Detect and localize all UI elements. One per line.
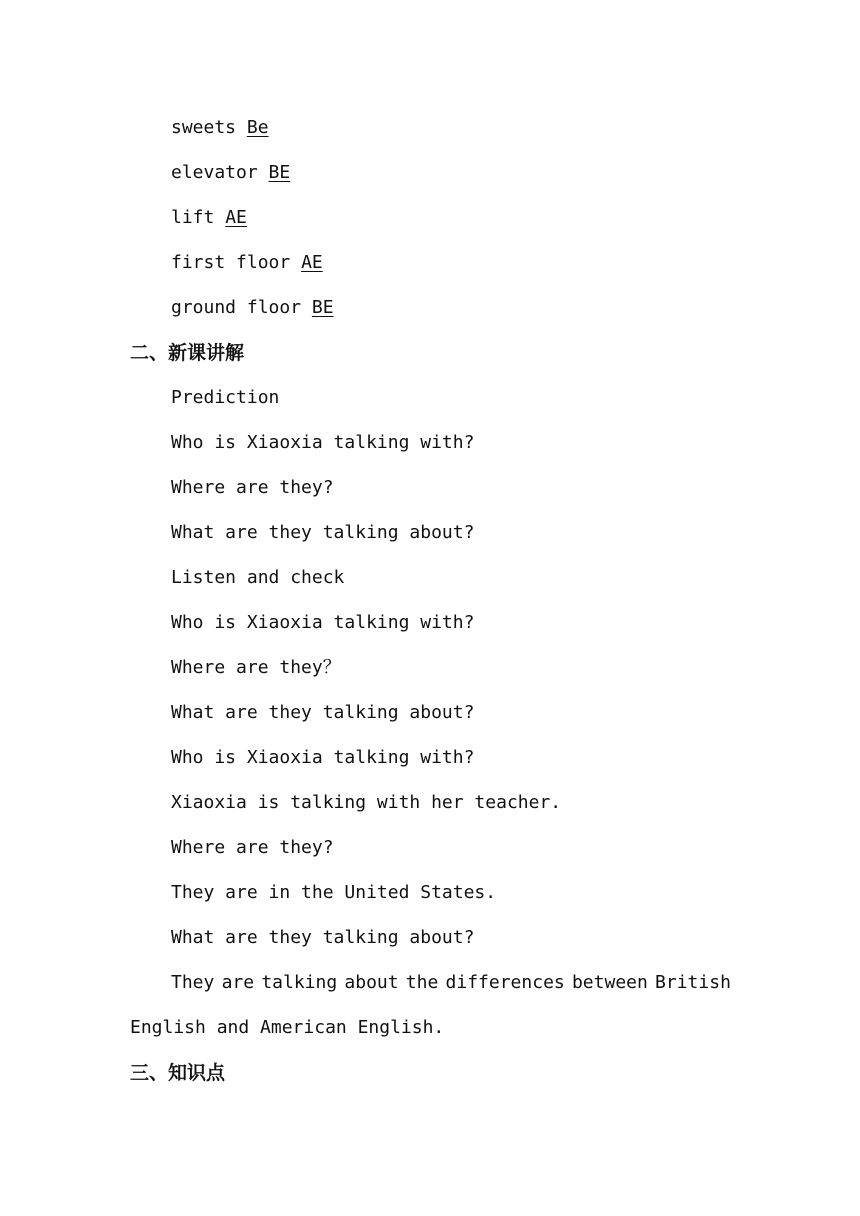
prediction-title: Prediction xyxy=(171,387,280,408)
vocab-word: elevator xyxy=(171,162,258,183)
answer-3-word: differences xyxy=(445,972,565,993)
vocab-item-ground-floor xyxy=(171,296,334,320)
answer-3-word: between xyxy=(571,972,648,993)
answer-3-word: are xyxy=(221,972,255,993)
vocab-tag: BE xyxy=(311,297,334,318)
prediction-question-2: Where are they? xyxy=(171,477,334,498)
answer-2: They are in the United States. xyxy=(171,882,497,903)
vocab-item-first-floor xyxy=(171,251,323,275)
vocab-tag: BE xyxy=(268,162,291,183)
listen-question-3: What are they talking about? xyxy=(171,702,475,723)
answer-3-line-1 xyxy=(171,971,731,995)
answer-1: Xiaoxia is talking with her teacher. xyxy=(171,792,562,813)
vocab-tag: AE xyxy=(301,252,323,273)
answer-question-1: Who is Xiaoxia talking with? xyxy=(171,747,475,768)
answer-question-3: What are they talking about? xyxy=(171,927,475,948)
answer-3-word: the xyxy=(405,972,439,993)
listen-title: Listen and check xyxy=(171,567,345,588)
vocab-word: first floor xyxy=(171,252,291,273)
answer-3-word: about xyxy=(344,972,399,993)
vocab-tag: AE xyxy=(225,207,247,228)
vocab-word: sweets xyxy=(171,117,237,138)
answer-3-word: talking xyxy=(261,972,338,993)
prediction-question-1: Who is Xiaoxia talking with? xyxy=(171,432,475,453)
section-heading-knowledge-points: 三、知识点 xyxy=(130,1062,226,1084)
answer-3-word: They xyxy=(171,972,215,993)
prediction-question-3: What are they talking about? xyxy=(171,522,475,543)
answer-3-word: British xyxy=(655,972,731,993)
answer-question-2: Where are they? xyxy=(171,837,334,858)
vocab-tag: Be xyxy=(246,117,269,138)
vocab-word: ground floor xyxy=(171,297,302,318)
listen-question-1: Who is Xiaoxia talking with? xyxy=(171,612,475,633)
listen-question-2: Where are they？ xyxy=(171,657,341,678)
vocab-item-sweets xyxy=(171,116,269,140)
vocab-word: lift xyxy=(171,207,215,228)
section-heading-new-lesson: 二、新课讲解 xyxy=(130,342,245,364)
vocab-item-elevator xyxy=(171,161,290,185)
answer-3-line-2: English and American English. xyxy=(130,1017,445,1038)
vocab-item-lift xyxy=(171,206,247,230)
